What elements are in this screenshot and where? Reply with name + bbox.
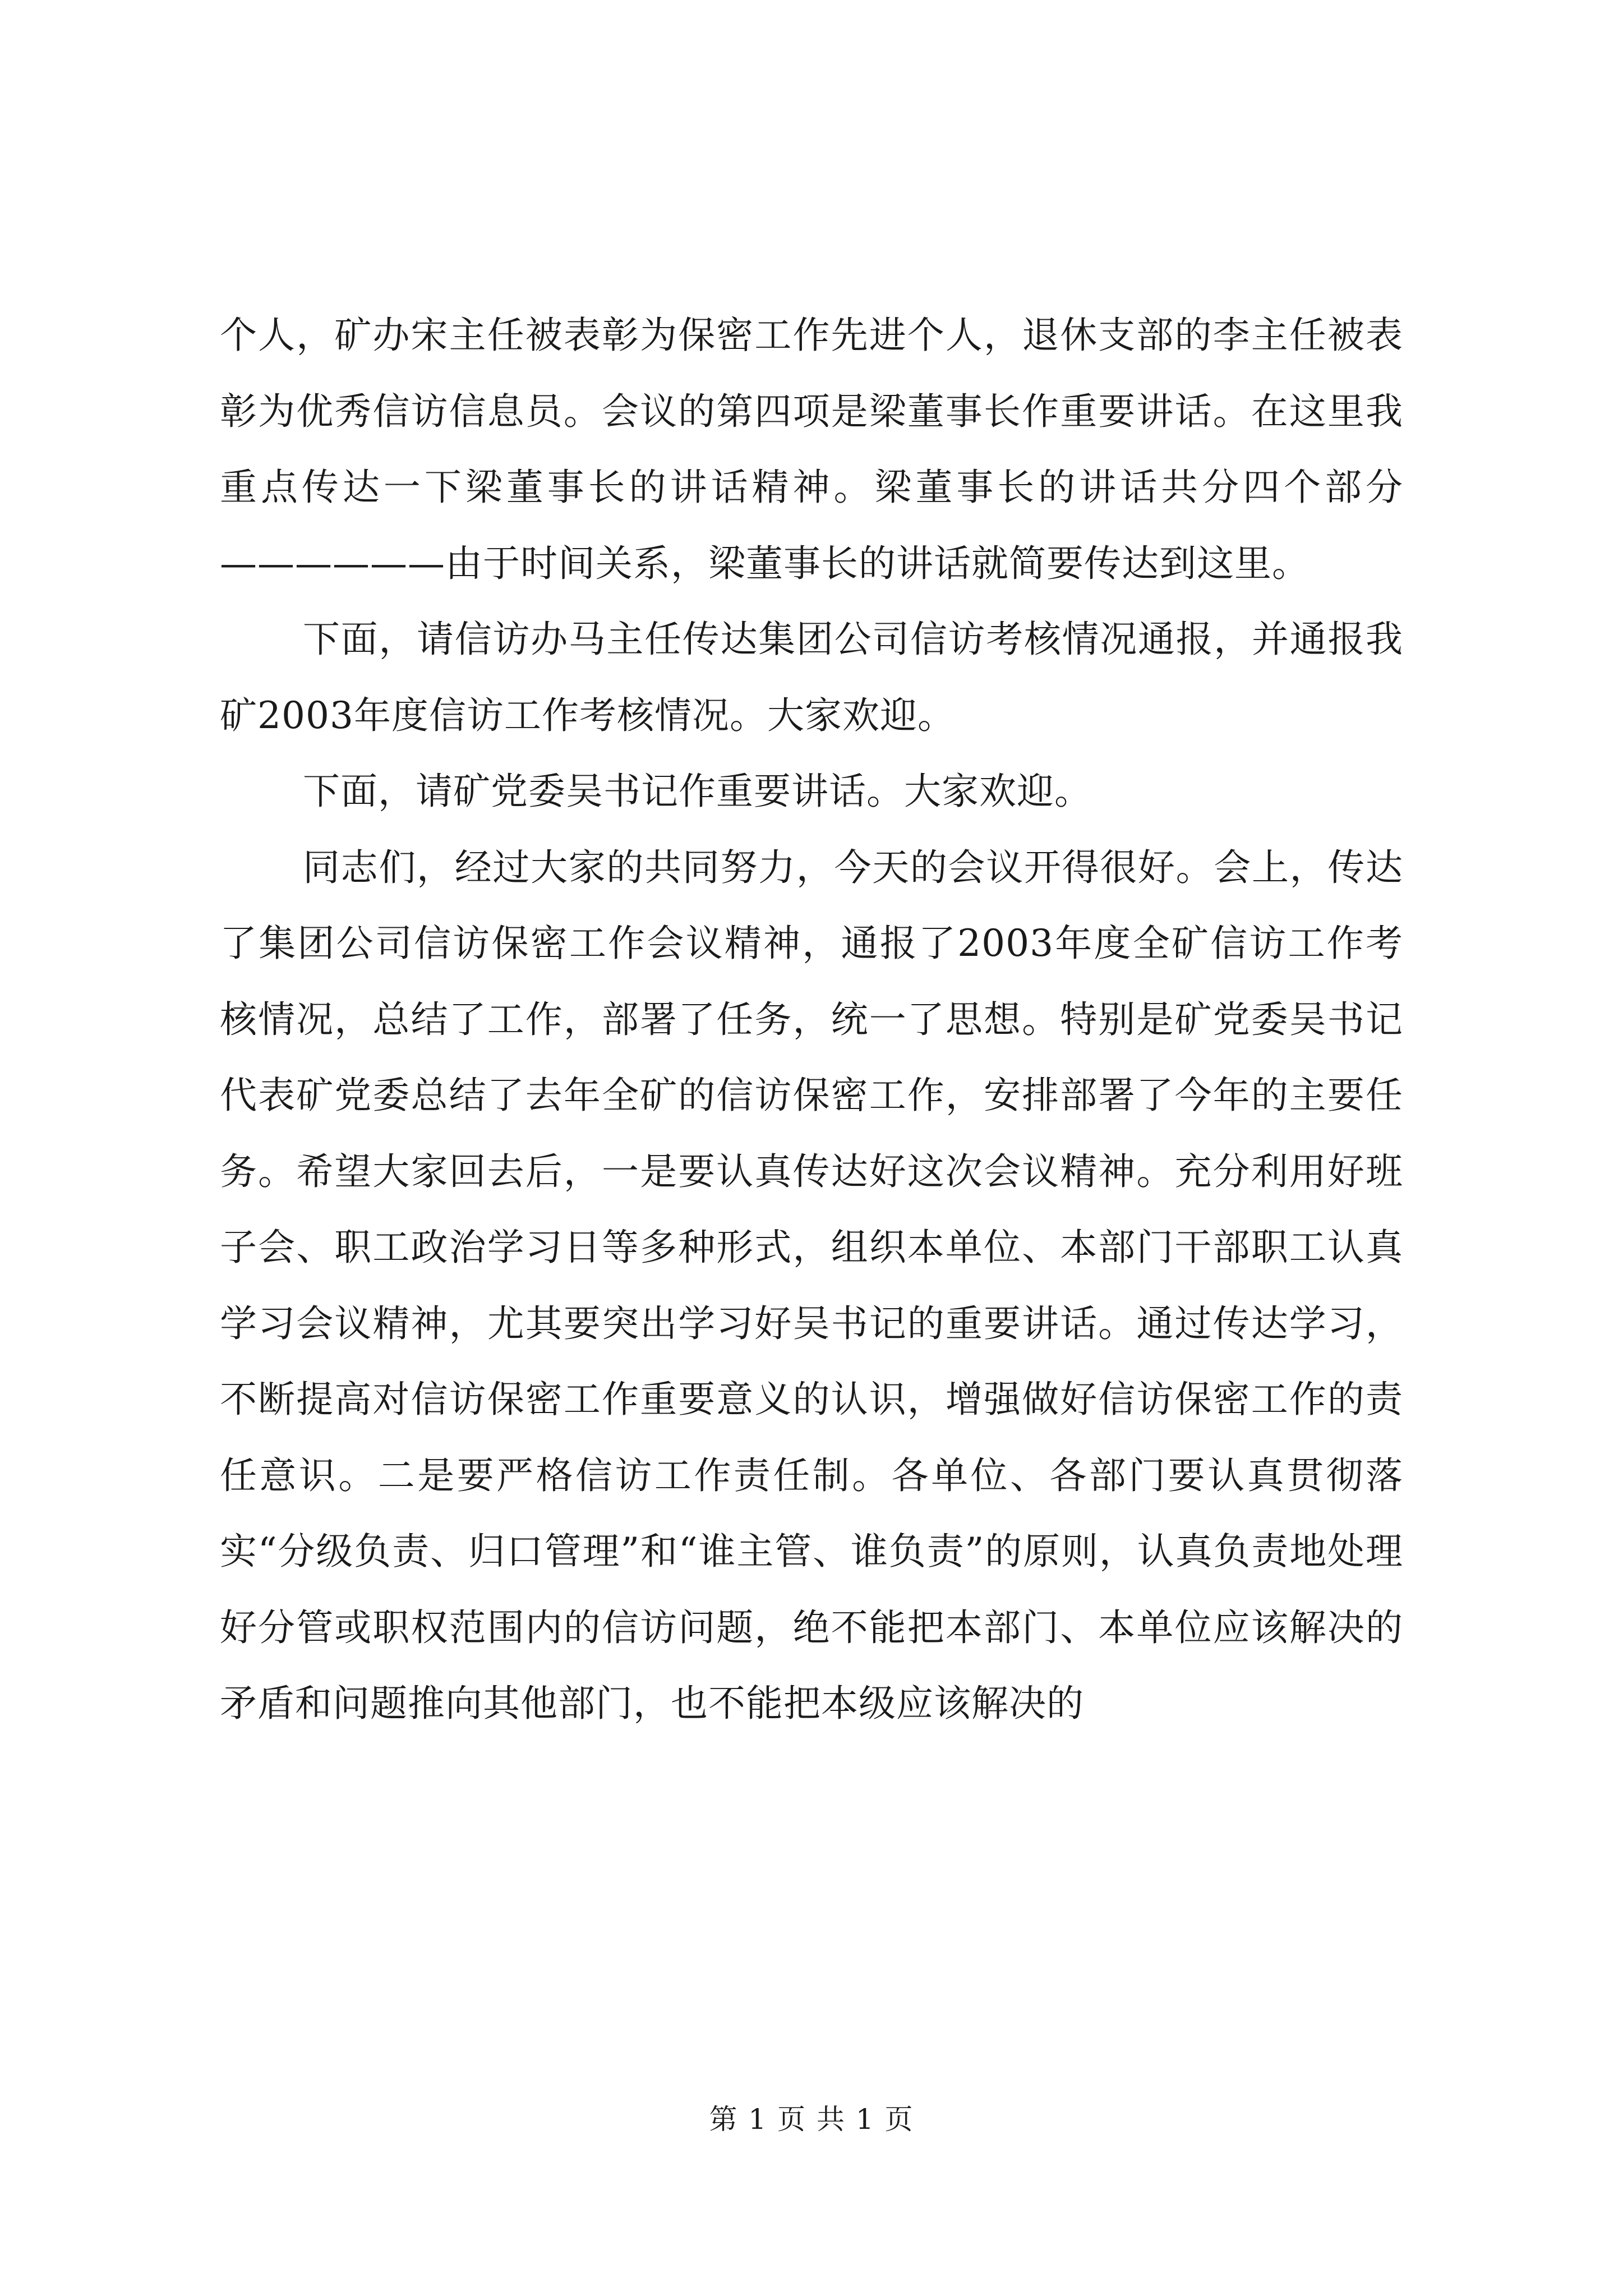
paragraph-xinfang-report: 下面，请信访办马主任传达集团公司信访考核情况通报，并通报我矿2003年度信访工作考核情况。大家欢迎。 bbox=[220, 618, 1403, 737]
document-body bbox=[220, 297, 1403, 1742]
paragraph-closing-remarks: 同志们，经过大家的共同努力，今天的会议开得很好。会上，传达了集团公司信访保密工作会议精神，通报了2003年度全矿信访工作考核情况，总结了工作，部署了任务，统一了思想。特别是矿党委吴书记代表矿党委总结了去年全矿的信访保密工作，安排部署了今年的主要任务。希望大家回去后，一是要认真传达好这次会议精神。充分利用好班子会、职工政治学习日等多种形式，组织本单位、本部门干部职工认真学习会议精神，尤其要突出学习好吴书记的重要讲话。通过传达学习，不断提高对信访保密工作重要意义的认识，增强做好信访保密工作的责任意识。二是要严格信访工作责任制。各单位、各部门要认真贯彻落实“分级负责、归口管理”和“谁主管、谁负责”的原则，认真负责地处理好分管或职权范围内的信访问题，绝不能把本部门、本单位应该解决的矛盾和问题推向其他部门，也不能把本级应该解决的 bbox=[220, 845, 1403, 1725]
paragraph-continued: 个人，矿办宋主任被表彰为保密工作先进个人，退休支部的李主任被表彰为优秀信访信息员。会议的第四项是梁董事长作重要讲话。在这里我重点传达一下梁董事长的讲话精神。梁董事长的讲话共分四个部分——————由于时间关系，梁董事长的讲话就简要传达到这里。 bbox=[220, 314, 1403, 585]
page-footer: 第 1 页 共 1 页 bbox=[709, 2103, 914, 2136]
paragraph-secretary-speech: 下面，请矿党委吴书记作重要讲话。大家欢迎。 bbox=[303, 770, 1092, 813]
